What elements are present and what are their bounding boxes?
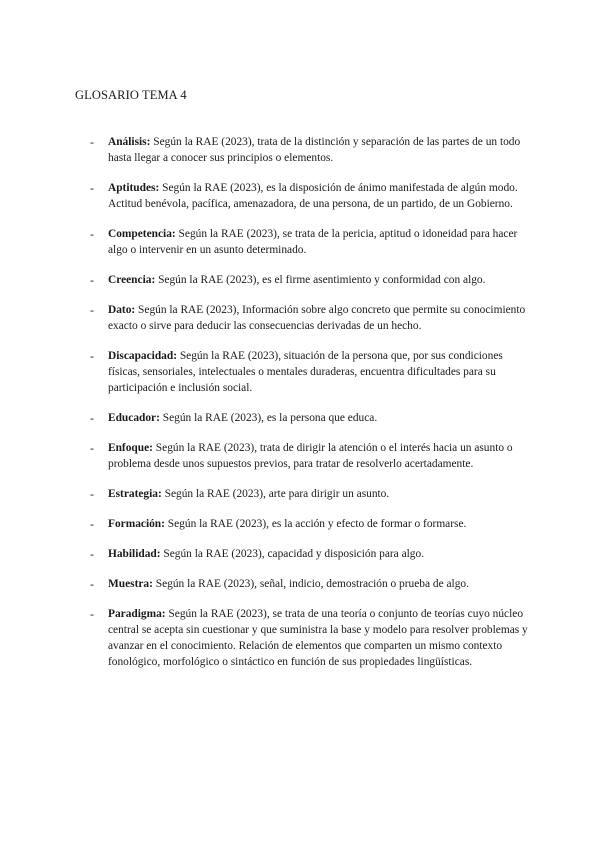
entry-text — [108, 272, 528, 288]
glossary-entry-analisis — [0, 134, 600, 166]
glossary-entry-competencia — [0, 226, 600, 258]
entry-term: Formación: — [108, 518, 165, 530]
glossary-entry-creencia — [0, 272, 600, 288]
entry-term: Aptitudes: — [108, 182, 160, 194]
entry-text — [108, 410, 528, 426]
glossary-entry-educador — [0, 410, 600, 426]
list-bullet: - — [90, 547, 94, 561]
entry-definition: Según la RAE (2023), se trata de la pericia, aptitud o idoneidad para hacer algo o intervenir en un asunto determinado. — [108, 228, 518, 256]
entry-definition: Según la RAE (2023), es la acción y efecto de formar o formarse. — [164, 518, 467, 530]
list-bullet: - — [90, 181, 94, 195]
entry-definition: Según la RAE (2023), es la persona que educa. — [159, 412, 378, 424]
entry-text — [108, 226, 528, 258]
glossary-entry-paradigma — [0, 606, 600, 670]
glossary-entry-aptitudes — [0, 180, 600, 212]
entry-text — [108, 180, 528, 212]
list-bullet: - — [90, 411, 94, 425]
entry-definition: Según la RAE (2023), es la disposición de ánimo manifestada de algún modo. Actitud benévola, pacífica, amenazadora, de una persona, de un partido, de un Gobierno. — [108, 182, 518, 210]
entry-text — [108, 134, 528, 166]
list-bullet: - — [90, 577, 94, 591]
entry-term: Discapacidad: — [108, 350, 177, 362]
entry-text — [108, 516, 528, 532]
glossary-entry-formacion — [0, 516, 600, 532]
entry-text — [108, 440, 528, 472]
entry-definition: Según la RAE (2023), se trata de una teoría o conjunto de teorías cuyo núcleo central se acepta sin cuestionar y que suministra la base y modelo para resolver problemas y avanzar en el conocimiento. Relación de elementos que comparten un mismo contexto fonológico, morfológico o sintáctico en función de sus propiedades lingüísticas. — [108, 608, 528, 668]
entry-text — [108, 486, 528, 502]
entry-definition: Según la RAE (2023), arte para dirigir un asunto. — [161, 488, 390, 500]
list-bullet: - — [90, 517, 94, 531]
entry-definition: Según la RAE (2023), Información sobre algo concreto que permite su conocimiento exacto o sirve para deducir las consecuencias derivadas de un hecho. — [108, 304, 526, 332]
glossary-entry-habilidad — [0, 546, 600, 562]
list-bullet: - — [90, 303, 94, 317]
list-bullet: - — [90, 273, 94, 287]
list-bullet: - — [90, 441, 94, 455]
entry-text — [108, 348, 528, 396]
entry-term: Dato: — [108, 304, 136, 316]
entry-text — [108, 606, 528, 670]
list-bullet: - — [90, 349, 94, 363]
entry-definition: Según la RAE (2023), es el firme asentimiento y conformidad con algo. — [155, 274, 486, 286]
entry-term: Estrategia: — [108, 488, 162, 500]
glossary-entry-dato — [0, 302, 600, 334]
entry-definition: Según la RAE (2023), trata de dirigir la atención o el interés hacia un asunto o problema desde unos supuestos previos, para tratar de resolverlo acertadamente. — [108, 442, 513, 470]
entry-term: Competencia: — [108, 228, 176, 240]
glossary-entry-enfoque — [0, 440, 600, 472]
document-title: GLOSARIO TEMA 4 — [75, 88, 187, 102]
entry-term: Análisis: — [108, 136, 151, 148]
glossary-entry-muestra — [0, 576, 600, 592]
entry-term: Creencia: — [108, 274, 156, 286]
entry-term: Habilidad: — [108, 548, 161, 560]
entry-text — [108, 302, 528, 334]
entry-term: Educador: — [108, 412, 160, 424]
entry-text — [108, 576, 528, 592]
entry-definition: Según la RAE (2023), trata de la distinción y separación de las partes de un todo hasta llegar a conocer sus principios o elementos. — [108, 136, 521, 164]
list-bullet: - — [90, 135, 94, 149]
list-bullet: - — [90, 487, 94, 501]
entry-definition: Según la RAE (2023), capacidad y disposición para algo. — [160, 548, 425, 560]
list-bullet: - — [90, 227, 94, 241]
entry-term: Muestra: — [108, 578, 153, 590]
glossary-list — [0, 134, 600, 684]
entry-term: Paradigma: — [108, 608, 166, 620]
entry-term: Enfoque: — [108, 442, 153, 454]
entry-text — [108, 546, 528, 562]
entry-definition: Según la RAE (2023), situación de la persona que, por sus condiciones físicas, sensoriales, intelectuales o mentales duraderas, encuentra dificultades para su participación e inclusión social. — [108, 350, 503, 394]
list-bullet: - — [90, 607, 94, 621]
entry-definition: Según la RAE (2023), señal, indicio, demostración o prueba de algo. — [152, 578, 469, 590]
glossary-entry-estrategia — [0, 486, 600, 502]
glossary-entry-discapacidad — [0, 348, 600, 396]
